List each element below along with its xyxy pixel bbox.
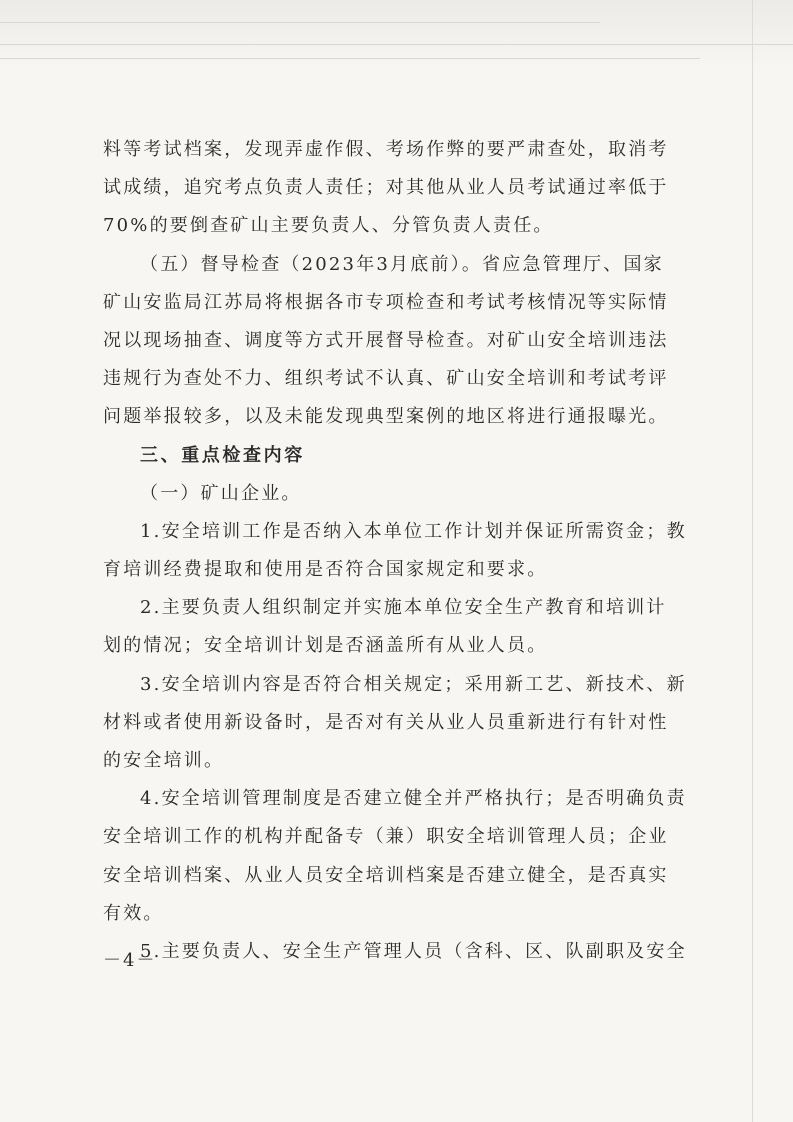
text-line: （五）督导检查（2023年3月底前）。省应急管理厅、国家	[140, 253, 664, 275]
text-line: 5.主要负责人、安全生产管理人员（含科、区、队副职及安全	[140, 940, 687, 962]
text-line: 安全培训工作的机构并配备专（兼）职安全培训管理人员；企业	[103, 826, 669, 848]
text-line: 划的情况；安全培训计划是否涵盖所有从业人员。	[103, 635, 548, 657]
text-line: 安全培训档案、从业人员安全培训档案是否建立健全，是否真实	[103, 864, 669, 886]
text-line: 违规行为查处不力、组织考试不认真、矿山安全培训和考试考评	[103, 368, 669, 390]
text-line: 试成绩，追究考点负责人责任；对其他从业人员考试通过率低于	[103, 177, 669, 199]
text-line: 的安全培训。	[103, 750, 225, 771]
text-line: 3.安全培训内容是否符合相关规定；采用新工艺、新技术、新	[140, 673, 687, 695]
page-edge	[752, 0, 753, 1122]
scan-shadow	[0, 0, 793, 70]
text-line: 料等考试档案，发现弄虚作假、考场作弊的要严肃查处，取消考	[103, 139, 669, 160]
text-line: 4.安全培训管理制度是否建立健全并严格执行；是否明确负责	[140, 788, 687, 810]
section-heading: 三、重点检查内容	[140, 444, 305, 466]
text-line: 70%的要倒查矿山主要负责人、分管负责人责任。	[103, 215, 554, 237]
text-line: 育培训经费提取和使用是否符合国家规定和要求。	[103, 559, 548, 581]
scan-artifact-line	[0, 22, 600, 23]
text-line: 2.主要负责人组织制定并实施本单位安全生产教育和培训计	[140, 597, 667, 619]
text-line: 材料或者使用新设备时，是否对有关从业人员重新进行有针对性	[103, 711, 669, 733]
scan-artifact-line	[0, 58, 700, 59]
page-number: －4－	[103, 950, 157, 971]
scan-artifact-line	[0, 44, 793, 45]
text-line: 1.安全培训工作是否纳入本单位工作计划并保证所需资金；教	[140, 520, 687, 542]
text-line: （一）矿山企业。	[140, 482, 302, 504]
text-line: 问题举报较多，以及未能发现典型案例的地区将进行通报曝光。	[103, 406, 669, 428]
text-line: 矿山安监局江苏局将根据各市专项检查和考试考核情况等实际情	[103, 291, 669, 313]
text-line: 况以现场抽查、调度等方式开展督导检查。对矿山安全培训违法	[103, 329, 669, 351]
document-body	[103, 131, 687, 971]
text-line: 有效。	[103, 902, 164, 924]
